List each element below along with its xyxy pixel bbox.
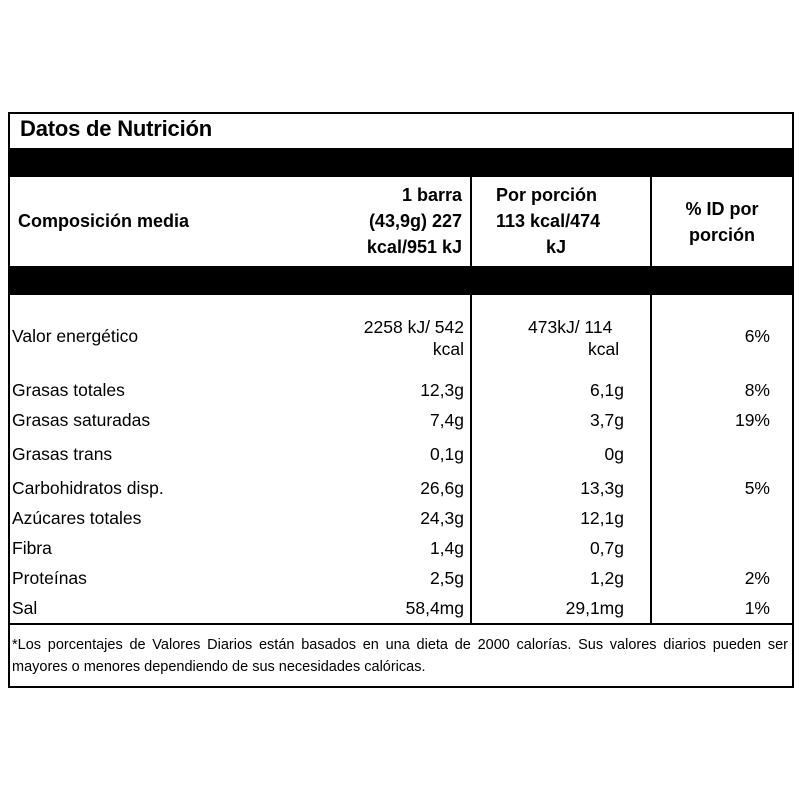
row-per-portion: 0g [604, 444, 624, 464]
header-per-portion [496, 182, 646, 260]
row-label: Azúcares totales [12, 508, 142, 528]
header-composition: Composición media [18, 211, 190, 231]
row-per-bar: 0,1g [429, 444, 464, 464]
nutrition-facts-label [8, 112, 794, 688]
row-pct: 1% [744, 598, 770, 618]
row-label: Grasas trans [12, 444, 113, 464]
row-pct: 2% [744, 568, 770, 588]
header-per-bar-line3: kcal/951 kJ [366, 237, 462, 257]
column-divider [470, 177, 472, 266]
row-per-bar: 2,5g [429, 568, 464, 588]
header-bottom-bar [10, 266, 792, 295]
row-label: Grasas totales [12, 380, 125, 400]
row-per-portion: 6,1g [589, 380, 624, 400]
header-per-bar-line2: (43,9g) 227 [368, 211, 462, 231]
header-per-portion-line3: kJ [546, 237, 567, 257]
footnote: *Los porcentajes de Valores Diarios están basados en una dieta de 2000 calorías. Sus valores diarios pueden ser mayores o menores dependiendo de sus necesidades calóricas. [12, 637, 788, 675]
header-per-portion-line1: Por porción [496, 185, 598, 205]
footnote-divider [10, 623, 792, 625]
header-per-portion-line2: 113 kcal/474 [496, 211, 601, 231]
row-per-portion: 12,1g [580, 508, 624, 528]
row-per-portion: 0,7g [589, 538, 624, 558]
header-top-bar [10, 148, 792, 177]
header-per-bar [310, 182, 462, 260]
row-label: Proteínas [12, 568, 87, 588]
energy-label: Valor energético [12, 326, 139, 346]
row-label: Grasas saturadas [12, 410, 151, 430]
row-per-portion: 3,7g [589, 410, 624, 430]
energy-pct: 6% [744, 326, 770, 346]
row-per-bar: 12,3g [420, 380, 464, 400]
row-per-bar: 1,4g [429, 538, 464, 558]
row-per-bar: 7,4g [429, 410, 464, 430]
row-label: Carbohidratos disp. [12, 478, 164, 498]
row-per-portion: 1,2g [589, 568, 624, 588]
row-per-bar: 24,3g [420, 508, 464, 528]
row-per-bar: 26,6g [420, 478, 464, 498]
column-divider [470, 295, 472, 623]
energy-per-bar-line1: 2258 kJ/ 542 [363, 317, 464, 337]
energy-per-portion [528, 316, 648, 360]
header-per-bar-line1: 1 barra [401, 185, 462, 205]
row-pct: 8% [744, 380, 770, 400]
header-pct-line2: porción [689, 225, 755, 245]
energy-per-portion-line2: kcal [588, 339, 620, 359]
row-per-bar: 58,4mg [405, 598, 464, 618]
row-label: Fibra [12, 538, 52, 558]
row-per-portion: 29,1mg [565, 598, 624, 618]
header-pct [652, 196, 792, 248]
energy-per-portion-line1: 473kJ/ 114 [528, 317, 613, 337]
label-title: Datos de Nutrición [20, 116, 212, 141]
header-pct-line1: % ID por [685, 199, 759, 219]
row-label: Sal [12, 598, 38, 618]
row-pct: 5% [744, 478, 770, 498]
row-pct: 19% [734, 410, 770, 430]
row-per-portion: 13,3g [580, 478, 624, 498]
energy-per-bar [310, 316, 464, 360]
energy-per-bar-line2: kcal [432, 339, 464, 359]
